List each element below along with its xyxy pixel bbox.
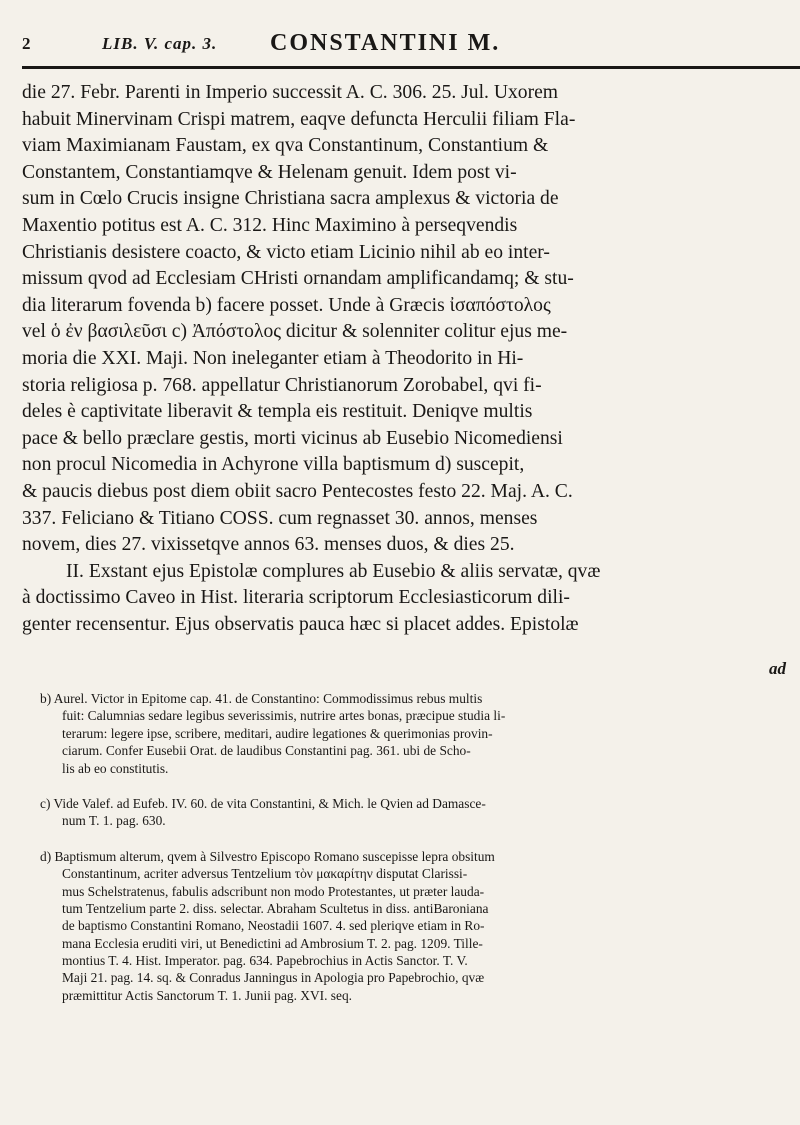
- footnote-line: præmittitur Actis Sanctorum T. 1. Junii pag. XVI. seq.: [62, 987, 352, 1003]
- running-head: LIB. V. cap. 3.: [102, 34, 218, 53]
- text-line: moria die XXI. Maji. Non ineleganter etiam à Theodorito in Hi-: [22, 347, 524, 369]
- footnote-line: ciarum. Confer Eusebii Orat. de laudibus Constantini pag. 361. ubi de Scho-: [62, 743, 471, 759]
- text-line: deles è captivitate liberavit & templa eis restituit. Deniqve multis: [22, 401, 533, 423]
- footnote-line: mus Schelstratenus, fabulis adscribunt non modo Protestantes, ut præter lauda-: [62, 883, 485, 899]
- catchword: ad: [769, 659, 786, 678]
- header-rule: [22, 66, 800, 69]
- text-line: genter recensentur. Ejus observatis pauca hæc si placet addes. Epistolæ: [22, 613, 579, 635]
- footnote-line: Constantinum, acriter adversus Tentzelium τὸν μακαρίτην disputat Clarissi-: [62, 866, 468, 882]
- footnote-line: d) Baptismum alterum, qvem à Silvestro Episcopo Romano suscepisse lepra obsitum: [40, 848, 495, 864]
- text-line: sum in Cœlo Crucis insigne Christiana sacra amplexus & victoria de: [22, 188, 559, 210]
- text-line: non procul Nicomedia in Achyrone villa baptismum d) suscepit,: [22, 454, 525, 476]
- text-line: Constantem, Constantiamqve & Helenam genuit. Idem post vi-: [22, 161, 517, 183]
- page-number: 2: [22, 34, 31, 53]
- footnote-line: Maji 21. pag. 14. sq. & Conradus Janningus in Apologia pro Papebrochio, qvæ: [62, 970, 485, 986]
- footnote-line: terarum: legere ipse, scribere, meditari, audire legationes & querimonias provin-: [62, 725, 493, 741]
- text-line: pace & bello præclare gestis, morti vicinus ab Eusebio Nicomediensi: [22, 427, 563, 449]
- text-line: à doctissimo Caveo in Hist. literaria scriptorum Ecclesiasticorum dili-: [22, 587, 570, 609]
- footnote-line: tum Tentzelium parte 2. diss. selectar. Abraham Scultetus in diss. antiBaroniana: [62, 900, 489, 916]
- page-title: CONSTANTINI M.: [270, 30, 501, 56]
- text-line: storia religiosa p. 768. appellatur Christianorum Zorobabel, qvi fi-: [22, 374, 542, 396]
- footnote-line: de baptismo Constantini Romano, Neostadii 1607. 4. sed pleriqve etiam in Ro-: [62, 918, 485, 934]
- footnote-line: num T. 1. pag. 630.: [62, 813, 166, 829]
- footnote-line: b) Aurel. Victor in Epitome cap. 41. de Constantino: Commodissimus rebus multis: [40, 691, 483, 706]
- text-line: Maxentio potitus est A. C. 312. Hinc Maximino à perseqvendis: [22, 214, 518, 236]
- footnote-line: lis ab eo constitutis.: [62, 760, 169, 776]
- footnote-line: fuit: Calumnias sedare legibus severissimis, nutrire artes bonas, præcipue studia li-: [62, 708, 506, 724]
- text-line: viam Maximianam Faustam, ex qva Constantinum, Constantium &: [22, 135, 549, 157]
- text-line: die 27. Febr. Parenti in Imperio successit A. C. 306. 25. Jul. Uxorem: [22, 82, 559, 103]
- text-line: dia literarum fovenda b) facere posset. Unde à Græcis ἰσαπόστολος: [22, 294, 551, 316]
- footnote-line: mana Ecclesia eruditi viri, ut Benedictini ad Ambrosium T. 2. pag. 1209. Tille-: [62, 935, 483, 951]
- footnote-d: [40, 848, 800, 1005]
- text-line: habuit Minervinam Crispi matrem, eaqve defuncta Herculii filiam Fla-: [22, 108, 576, 130]
- page-header: [22, 30, 778, 60]
- text-line: II. Exstant ejus Epistolæ complures ab Eusebio & aliis servatæ, qvæ: [66, 560, 601, 582]
- text-line: novem, dies 27. vixissetqve annos 63. menses duos, & dies 25.: [22, 534, 515, 556]
- text-line: & paucis diebus post diem obiit sacro Pentecostes festo 22. Maj. A. C.: [22, 480, 573, 502]
- main-text: [22, 80, 800, 638]
- footnotes: [40, 690, 800, 1022]
- text-line: Christianis desistere coacto, & victo etiam Licinio nihil ab eo inter-: [22, 241, 550, 263]
- text-line: 337. Feliciano & Titiano COSS. cum regnasset 30. annos, menses: [22, 507, 538, 529]
- footnote-line: montius T. 4. Hist. Imperator. pag. 634. Papebrochius in Actis Sanctor. T. V.: [62, 953, 468, 969]
- footnote-b: [40, 690, 800, 777]
- text-line: missum qvod ad Ecclesiam CHristi ornandam amplificandamq; & stu-: [22, 268, 574, 290]
- text-line: vel ὁ ἐν βασιλεῦσι c) Ἀπόστολος dicitur & solenniter colitur ejus me-: [22, 321, 568, 343]
- footnote-line: c) Vide Valef. ad Eufeb. IV. 60. de vita Constantini, & Mich. le Qvien ad Damasce-: [40, 795, 486, 811]
- footnote-c: [40, 795, 800, 830]
